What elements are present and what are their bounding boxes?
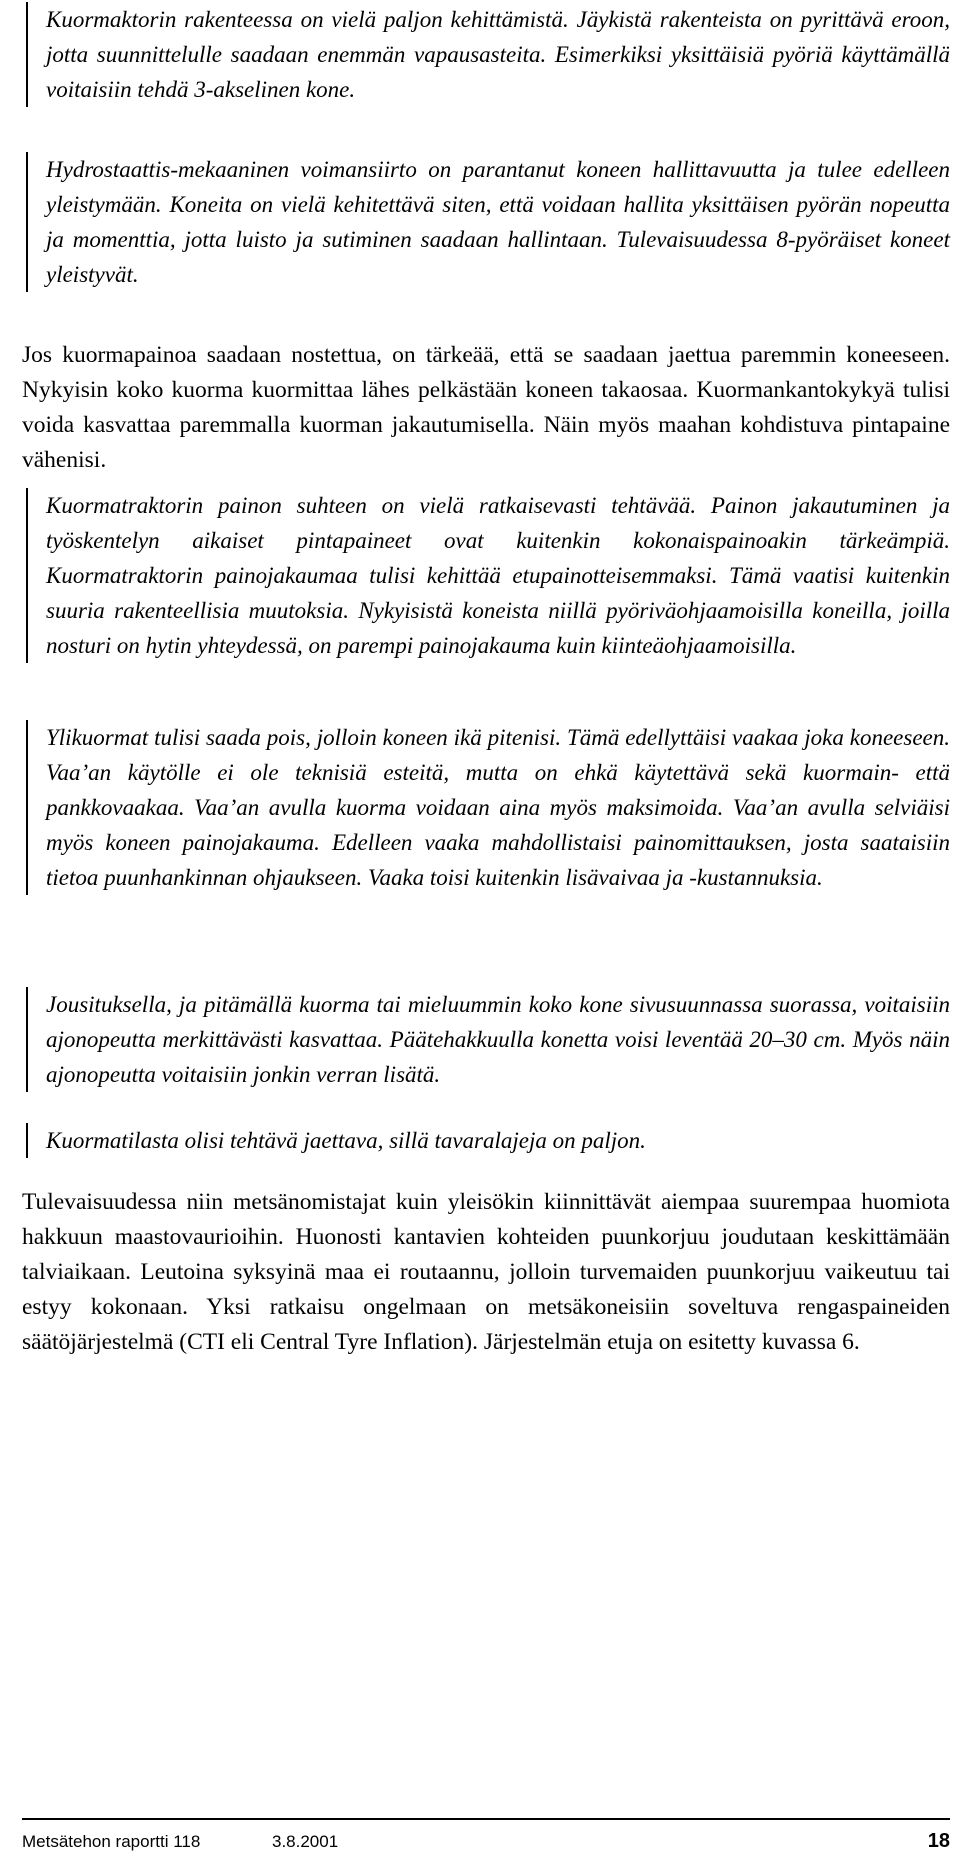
- comment-block-6: [26, 1123, 950, 1158]
- body-paragraph-2: Tulevaisuudessa niin metsänomistajat kuin yleisökin kiinnittävät aiempaa suurempaa huomiota hakkuun maastovaurioihin. Huonosti kantavien kohteiden puunkorjuu joudutaan keskittämään talviaikaan. Leutoina syksyinä maa ei routaannu, jolloin turvemaiden puunkorjuu vaikeutuu tai estyy kokonaan. Yksi ratkaisu ongelmaan on metsäkoneisiin soveltuva rengaspaineiden säätöjärjestelmä (CTI eli Central Tyre Inflation). Järjestelmän etuja on esitetty kuvassa 6.: [22, 1189, 950, 1355]
- comment-paragraph-3: Kuormatraktorin painon suhteen on vielä ratkaisevasti tehtävää. Painon jakautuminen ja työskentelyn aikaiset pintapaineet ovat kuitenkin kokonaispainoakin tärkeämpiä. Kuormatraktorin painojakaumaa tulisi kehittää etupainotteisemmaksi. Tämä vaatisi kuitenkin suuria rakenteellisia muutoksia. Nykyisistä koneista niillä pyöriväohjaamoisilla koneilla, joilla nosturi on hytin yhteydessä, on parempi painojakauma kuin kiinteäohjaamoisilla.: [46, 493, 950, 658]
- footer-date: 3.8.2001: [272, 1832, 339, 1851]
- comment-block-3: [26, 488, 950, 663]
- comment-block-2: [26, 152, 950, 292]
- comment-block-4: [26, 720, 950, 895]
- comment-paragraph-2: Hydrostaattis-mekaaninen voimansiirto on parantanut koneen hallittavuutta ja tulee edelleen yleistymään. Koneita on vielä kehitettävä siten, että voidaan hallita yksittäisen pyörän nopeutta ja momenttia, jotta luisto ja sutiminen saadaan hallintaan. Tulevaisuudessa 8-pyöräiset koneet yleistyvät.: [46, 157, 950, 287]
- comment-bar: [26, 987, 28, 1092]
- comment-block-5: [26, 987, 950, 1092]
- footer-report-title: Metsätehon raportti 118: [22, 1832, 201, 1851]
- comment-bar: [26, 2, 28, 107]
- comment-paragraph-6: Kuormatilasta olisi tehtävä jaettava, sillä tavaralajeja on paljon.: [46, 1128, 646, 1153]
- comment-block-1: [26, 2, 950, 107]
- comment-bar: [26, 488, 28, 663]
- page-footer: [22, 1818, 950, 1860]
- comment-paragraph-1: Kuormaktorin rakenteessa on vielä paljon kehittämistä. Jäykistä rakenteista on pyrittävä eroon, jotta suunnittelulle saadaan enemmän vapausasteita. Esimerkiksi yksittäisiä pyöriä käyttämällä voitaisiin tehdä 3-akselinen kone.: [46, 7, 950, 102]
- comment-paragraph-4: Ylikuormat tulisi saada pois, jolloin koneen ikä pitenisi. Tämä edellyttäisi vaakaa joka koneeseen. Vaa’an käytölle ei ole teknisiä esteitä, mutta on ehkä käytettävä sekä kuormain- että pankkovaakaa. Vaa’an avulla kuorma voidaan aina myös maksimoida. Vaa’an avulla selviäisi myös koneen painojakauma. Edelleen vaaka mahdollistaisi painomittauksen, josta saataisiin tietoa puunhankinnan ohjaukseen. Vaaka toisi kuitenkin lisävaivaa ja -kustannuksia.: [46, 725, 950, 890]
- page-number: 18: [927, 1830, 950, 1852]
- comment-paragraph-5: Jousituksella, ja pitämällä kuorma tai mieluummin koko kone sivusuunnassa suorassa, voitaisiin ajonopeutta merkittävästi kasvattaa. Päätehakkuulla konetta voisi leventää 20–30 cm. Myös näin ajonopeutta voitaisiin jonkin verran lisätä.: [46, 992, 950, 1087]
- body-paragraph-1: Jos kuormapainoa saadaan nostettua, on tärkeää, että se saadaan jaettua paremmin koneeseen. Nykyisin koko kuorma kuormittaa lähes pelkästään koneen takaosaa. Kuormankantokykyä tulisi voida kasvattaa paremmalla kuorman jakautumisella. Näin myös maahan kohdistuva pintapaine vähenisi.: [22, 342, 950, 473]
- comment-bar: [26, 1123, 28, 1158]
- comment-bar: [26, 152, 28, 292]
- comment-bar: [26, 720, 28, 895]
